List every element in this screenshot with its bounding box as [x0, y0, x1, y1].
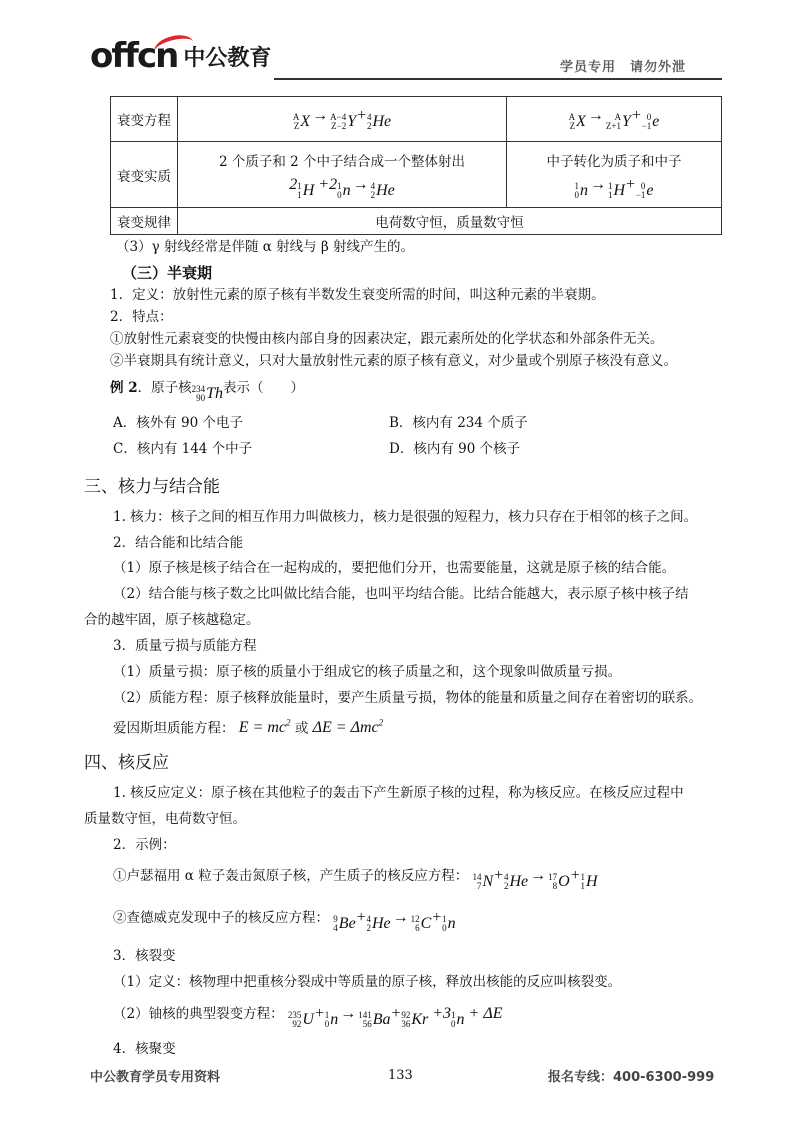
table-row — [111, 97, 722, 142]
gamma-note: （3）γ 射线经常是伴随 α 射线与 β 射线产生的。 — [116, 239, 415, 255]
chadwick-equation: 9 4 Be+ 4 2 He → 12 6 C+ 1 0 n — [333, 909, 456, 933]
alpha-essence-text: 2 个质子和 2 个中子结合成一个整体射出 — [218, 153, 466, 170]
table-row — [111, 142, 722, 208]
fusion-heading: 4．核聚变 — [113, 1041, 176, 1057]
option-c[interactable]: C．核内有 144 个中子 — [113, 441, 253, 457]
beta-essence-cell — [507, 142, 722, 208]
example-question-part1: ．原子核 — [137, 380, 192, 396]
decay-rule-cell: 电荷数守恒，质量数守恒 — [178, 208, 722, 235]
binding-energy-1: （1）原子核是核子结合在一起构成的，要把他们分开，也需要能量，这就是原子核的结合能。 — [113, 560, 676, 576]
binding-energy-2b: 合的越牢固，原子核越稳定。 — [84, 612, 260, 628]
example-question-part2: 表示（ ） — [223, 380, 304, 396]
example-label: 例 2 — [110, 380, 138, 396]
page-number: 133 — [388, 1068, 413, 1083]
half-life-definition: 1．定义：放射性元素的原子核有半数发生衰变所需的时间，叫这种元素的半衰期。 — [110, 287, 605, 303]
mass-energy-formula: $E = mc^2$ — [238, 718, 291, 737]
binding-energy-2a: （2）结合能与核子数之比叫做比结合能，也叫平均结合能。比结合能越大，表示原子核中核子结 — [113, 586, 689, 602]
beta-decay-equation: A Z X → A Z+1 Y+ 0 −1 e — [507, 97, 722, 142]
logo-text-en: offcn — [90, 36, 178, 76]
alpha-decay-equation: A Z X → A−4 Z−2 Y+ 4 2 He — [178, 97, 507, 142]
half-life-feature-2: ②半衰期具有统计意义，只对大量放射性元素的原子核有意义，对少量或个别原子核没有意义。 — [110, 353, 677, 369]
rutherford-text: ①卢瑟福用 α 粒子轰击氮原子核，产生质子的核反应方程： — [113, 868, 469, 884]
half-life-heading: （三）半衰期 — [122, 264, 213, 282]
option-a[interactable]: A．核外有 90 个电子 — [113, 415, 244, 431]
logo-text-cn: 中公教育 — [183, 46, 272, 71]
binding-energy-heading: 2．结合能和比结合能 — [113, 535, 244, 551]
alpha-essence-equation: 2 1 1 H +2 1 0 n → 4 2 He — [289, 175, 395, 200]
mass-defect-heading: 3．质量亏损与质能方程 — [113, 638, 257, 654]
chadwick-line — [113, 909, 456, 933]
rutherford-equation: 14 7 N+ 4 2 He → 17 8 O+ 1 1 H — [472, 867, 598, 891]
uranium-fission-text: （2）铀核的典型裂变方程： — [113, 1006, 284, 1022]
einstein-label: 爱因斯坦质能方程： — [113, 720, 235, 737]
table-row — [111, 208, 722, 235]
uranium-fission-equation: 235 92 U+ 1 0 n → 141 56 Ba+ 92 36 Kr +3 1 0 n + ΔE — [287, 1005, 503, 1029]
beta-essence-text: 中子转化为质子和中子 — [546, 153, 682, 170]
beta-essence-equation: 1 0 n → 1 1 H+ 0 −1 e — [574, 175, 654, 200]
row-label: 衰变方程 — [111, 97, 178, 142]
mass-defect-1: （1）质量亏损：原子核的质量小于组成它的核子质量之和，这个现象叫做质量亏损。 — [113, 664, 622, 680]
option-b[interactable]: B．核内有 234 个质子 — [389, 415, 528, 431]
half-life-features: 2．特点： — [110, 309, 173, 325]
uranium-fission-line — [113, 1005, 503, 1029]
fission-heading: 3．核裂变 — [113, 948, 176, 964]
footer-left: 中公教育学员专用资料 — [90, 1070, 221, 1085]
examples-heading: 2．示例： — [113, 837, 176, 853]
row-label: 衰变规律 — [111, 208, 178, 235]
rutherford-line — [113, 867, 598, 891]
nuclear-reaction-def-b: 质量数守恒，电荷数守恒。 — [84, 811, 246, 827]
chadwick-text: ②查德威克发现中子的核反应方程： — [113, 910, 329, 926]
decay-table — [110, 96, 722, 235]
nuclear-reaction-def-a: 1. 核反应定义：原子核在其他粒子的轰击下产生新原子核的过程，称为核反应。在核反应过程中 — [113, 785, 684, 801]
header-rule — [274, 78, 722, 80]
example-2-question — [110, 379, 304, 403]
row-label: 衰变实质 — [111, 142, 178, 208]
or-text: 或 — [294, 720, 309, 737]
section-3-title: 三、核力与结合能 — [84, 477, 220, 497]
alpha-essence-cell — [178, 142, 507, 208]
einstein-equation-line — [113, 714, 383, 737]
mass-energy-delta-formula: ΔE = Δmc$^2$ — [312, 718, 384, 737]
offcn-logo — [90, 38, 271, 74]
fission-definition: （1）定义：核物理中把重核分裂成中等质量的原子核，释放出核能的反应叫核裂变。 — [113, 974, 622, 990]
nuclear-force-text: 1. 核力：核子之间的相互作用力叫做核力，核力是很强的短程力，核力只存在于相邻的核子之间。 — [113, 509, 698, 525]
section-4-title: 四、核反应 — [84, 753, 169, 773]
mass-defect-2: （2）质能方程：原子核释放能量时，要产生质量亏损，物体的能量和质量之间存在着密切的联系。 — [113, 690, 703, 706]
half-life-feature-1: ①放射性元素衰变的快慢由核内部自身的因素决定，跟元素所处的化学状态和外部条件无关。 — [110, 331, 664, 347]
footer-hotline: 报名专线：400-6300-999 — [548, 1070, 715, 1085]
option-d[interactable]: D．核内有 90 个核子 — [389, 441, 521, 457]
header-note: 学员专用 请勿外泄 — [560, 60, 687, 75]
thorium-nuclide: 234 90 Th — [191, 384, 223, 403]
